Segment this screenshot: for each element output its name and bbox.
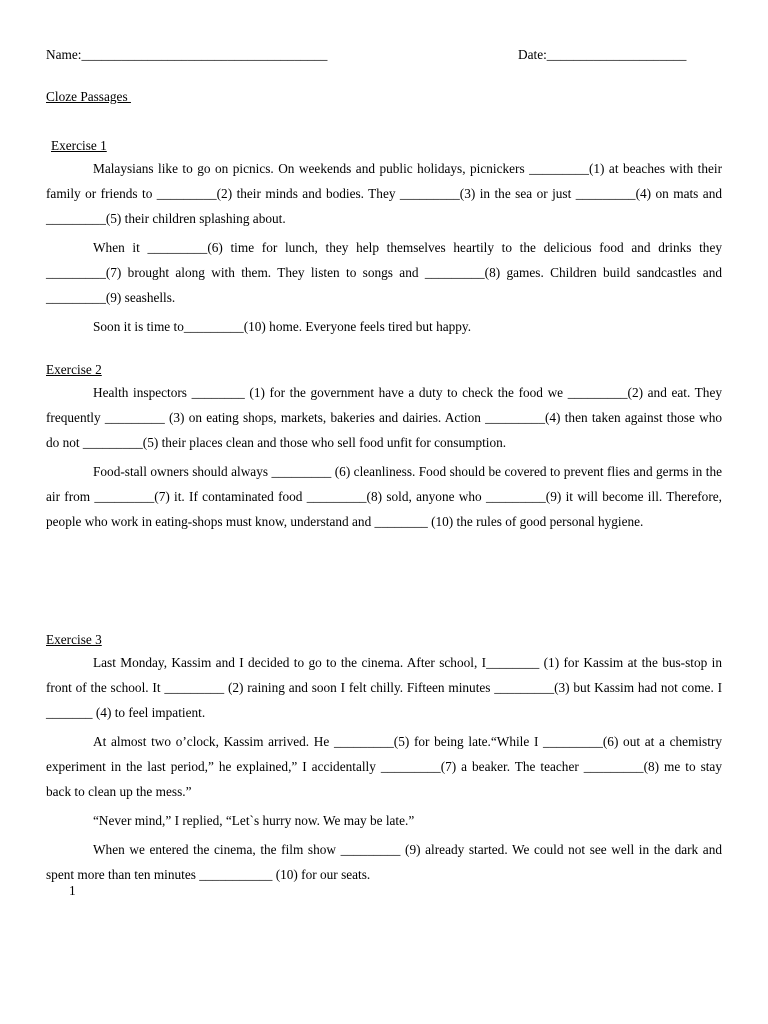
exercise-heading: Exercise 2 [46,362,102,377]
header-row [46,42,722,64]
paragraph: At almost two o’clock, Kassim arrived. He _________(5) for being late.“While I _________(6) out at a chemistry experiment in the last period,” he explained,” I accidentally _________(7) a beaker. The teacher _________(8) me to stay back to clean up the mess.” [46,734,722,799]
paragraph: Food-stall owners should always _________ (6) cleanliness. Food should be covered to prevent flies and germs in the air from _________(7) it. If contaminated food _________(8) sold, anyone who _________(9) it will become ill. Therefore, people who work in eating-shops must know, understand and ________ (10) the rules of good personal hygiene. [46,464,722,529]
paragraph: “Never mind,” I replied, “Let`s hurry now. We may be late.” [93,813,415,828]
exercise-2 [46,360,722,538]
page-title: Cloze Passages [46,89,131,104]
exercise-heading: Exercise 3 [46,632,102,647]
exercise-3 [46,630,722,891]
paragraph: Health inspectors ________ (1) for the government have a duty to check the food we _________(2) and eat. They frequently _________ (3) on eating shops, markets, bakeries and dairies. Action _________(4) then taken against those who do not _________(5) their places clean and those who sell food unfit for consumption. [46,385,722,450]
exercise-heading: Exercise 1 [51,138,107,153]
exercise-1 [46,136,722,343]
paragraph: Soon it is time to_________(10) home. Everyone feels tired but happy. [93,319,472,334]
paragraph: When we entered the cinema, the film show _________ (9) already started. We could not see well in the dark and spent more than ten minutes ___________ (10) for our seats. [46,842,722,882]
paragraph: When it _________(6) time for lunch, they help themselves heartily to the delicious food and drinks they _________(7) brought along with them. They listen to songs and _________(8) games. Children build sandcastles and _________(9) seashells. [46,240,722,305]
name-field[interactable]: Name:_____________________________________ [46,47,328,62]
paragraph: Last Monday, Kassim and I decided to go to the cinema. After school, I________ (1) for Kassim at the bus-stop in front of the school. It _________ (2) raining and soon I felt chilly. Fifteen minutes _________(3) but Kassim had not come. I _______ (4) to feel impatient. [46,655,722,720]
date-field[interactable]: Date:_____________________ [518,47,687,62]
page-number: 1 [69,883,76,898]
paragraph: Malaysians like to go on picnics. On weekends and public holidays, picnickers _________(1) at beaches with their family or friends to _________(2) their minds and bodies. They _________(3) in the sea or just _________(4) on mats and _________(5) their children splashing about. [46,161,722,226]
